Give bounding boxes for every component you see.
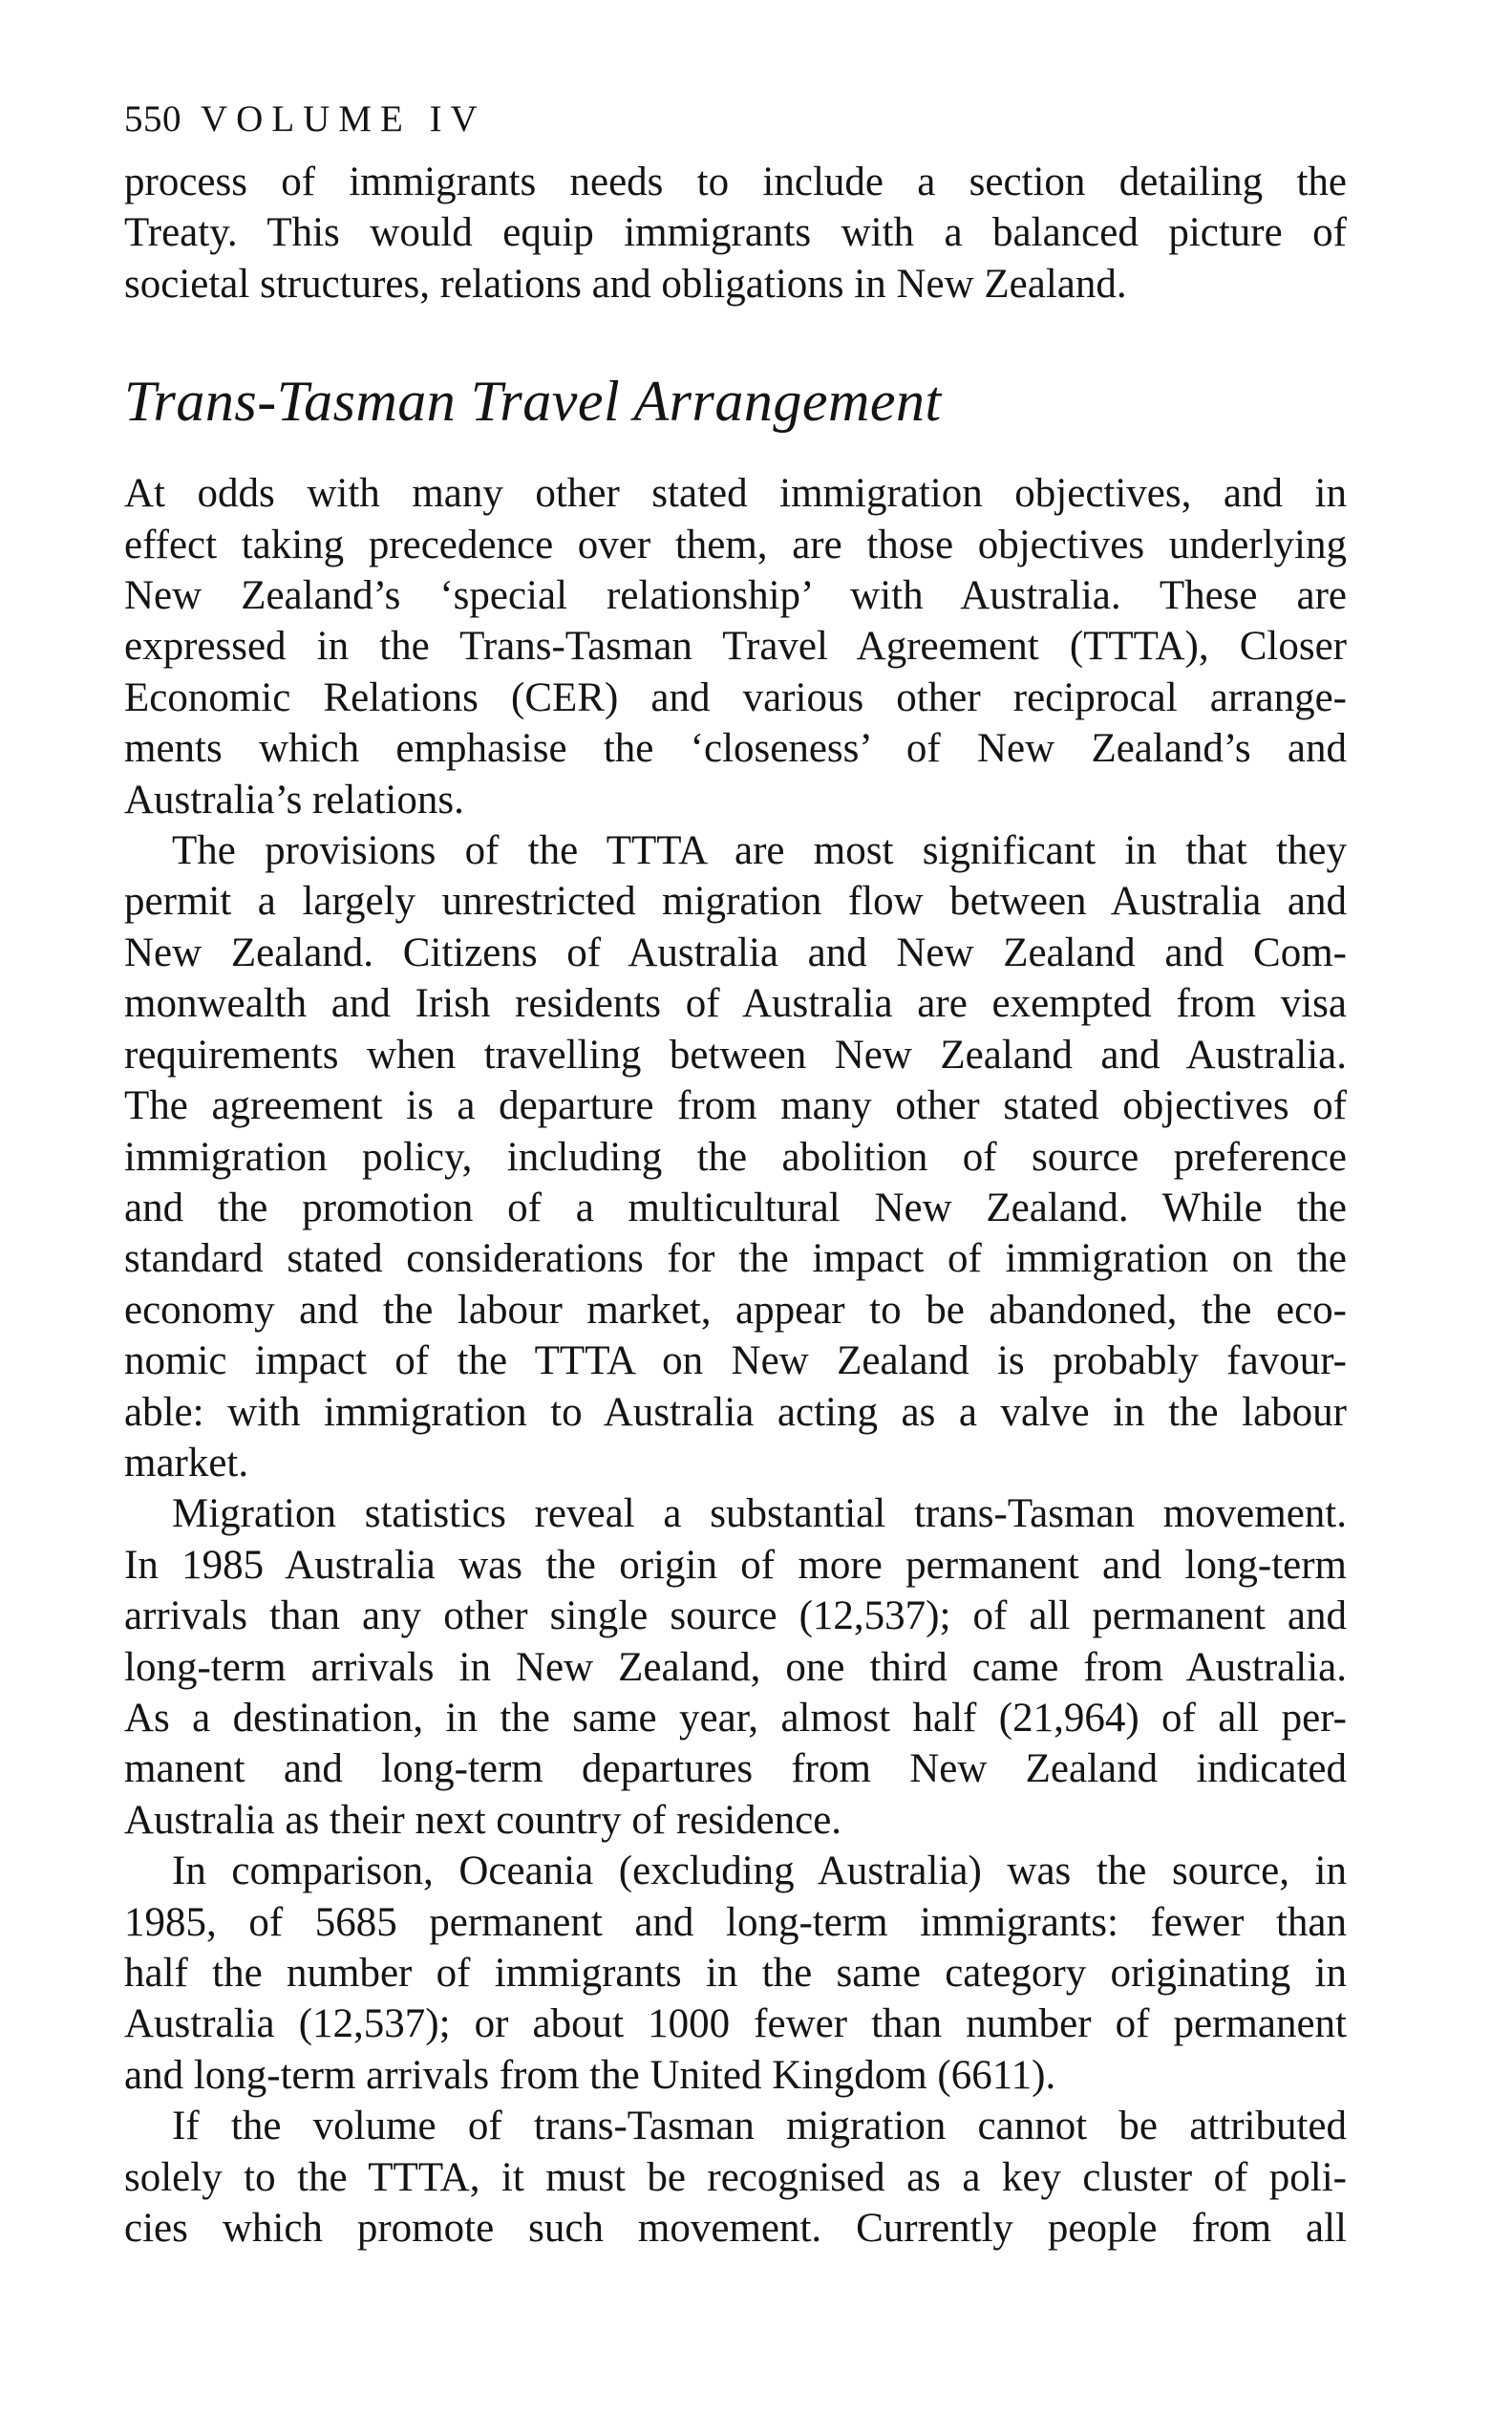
text-line: If the volume of trans-Tasman migration cannot be attributed	[172, 2104, 1347, 2149]
text-line: and the promotion of a multicultural New Zealand. While the	[124, 1185, 1347, 1230]
text-line: At odds with many other stated immigration objectives, and in	[124, 471, 1347, 517]
text-line: arrivals than any other single source (12,537); of all permanent and	[124, 1593, 1347, 1639]
document-page	[124, 96, 1347, 2254]
text-line: expressed in the Trans-Tasman Travel Agreement (TTTA), Closer	[124, 624, 1347, 670]
volume-label: VOLUME IV	[201, 98, 486, 139]
text-line: and long-term arrivals from the United Kingdom (6611).	[124, 2052, 1056, 2098]
text-line: Australia as their next country of residence.	[124, 1797, 842, 1843]
running-head	[124, 96, 1347, 143]
text-line: As a destination, in the same year, almost half (21,964) of all per-	[124, 1695, 1347, 1741]
text-line: The provisions of the TTTA are most significant in that they	[172, 828, 1347, 874]
text-line: ments which emphasise the ‘closeness’ of New Zealand’s and	[124, 726, 1347, 772]
text-line: Migration statistics reveal a substantial trans-Tasman movement.	[172, 1491, 1347, 1537]
text-line: In comparison, Oceania (excluding Australia) was the source, in	[172, 1849, 1347, 1894]
paragraph	[124, 2101, 1347, 2254]
text-line: permit a largely unrestricted migration flow between Australia and	[124, 879, 1347, 925]
text-line: immigration policy, including the abolition of source preference	[124, 1134, 1347, 1180]
text-line: The agreement is a departure from many other stated objectives of	[124, 1083, 1347, 1129]
text-line: Australia’s relations.	[124, 777, 464, 823]
text-line: economy and the labour market, appear to be abandoned, the eco-	[124, 1287, 1347, 1333]
paragraph	[124, 1488, 1347, 1846]
text-line: New Zealand’s ‘special relationship’ with Australia. These are	[124, 573, 1347, 619]
text-line: effect taking precedence over them, are those objectives underlying	[124, 522, 1347, 567]
section-heading: Trans-Tasman Travel Arrangement	[124, 370, 942, 434]
text-line: manent and long-term departures from New Zealand indicated	[124, 1746, 1347, 1792]
paragraph	[124, 825, 1347, 1488]
text-line: Treaty. This would equip immigrants with a balanced picture of	[124, 210, 1347, 256]
text-line: half the number of immigrants in the same category originating in	[124, 1951, 1347, 1996]
text-line: nomic impact of the TTTA on New Zealand is probably favour-	[124, 1338, 1347, 1384]
paragraph	[124, 468, 1347, 825]
text-line: New Zealand. Citizens of Australia and New Zealand and Com-	[124, 930, 1347, 975]
text-line: cies which promote such movement. Currently people from all	[124, 2206, 1347, 2252]
text-line: In 1985 Australia was the origin of more permanent and long-term	[124, 1542, 1347, 1588]
text-line: monwealth and Irish residents of Australia are exempted from visa	[124, 981, 1347, 1027]
text-line: able: with immigration to Australia acting as a valve in the labour	[124, 1389, 1347, 1435]
text-line: requirements when travelling between New Zealand and Australia.	[124, 1032, 1347, 1078]
text-line: 1985, of 5685 permanent and long-term immigrants: fewer than	[124, 1899, 1347, 1945]
text-line: societal structures, relations and obligations in New Zealand.	[124, 261, 1127, 307]
text-line: standard stated considerations for the impact of immigration on the	[124, 1236, 1347, 1282]
text-line: long-term arrivals in New Zealand, one third came from Australia.	[124, 1644, 1347, 1690]
text-line: solely to the TTTA, it must be recognised as a key cluster of poli-	[124, 2154, 1347, 2200]
text-line: market.	[124, 1440, 249, 1485]
paragraph	[124, 1846, 1347, 2101]
paragraph-continued	[124, 157, 1347, 310]
text-line: Australia (12,537); or about 1000 fewer than number of permanent	[124, 2001, 1347, 2047]
page-number: 550	[124, 98, 181, 139]
text-line: process of immigrants needs to include a section detailing the	[124, 160, 1347, 204]
text-line: Economic Relations (CER) and various other reciprocal arrange-	[124, 674, 1347, 720]
